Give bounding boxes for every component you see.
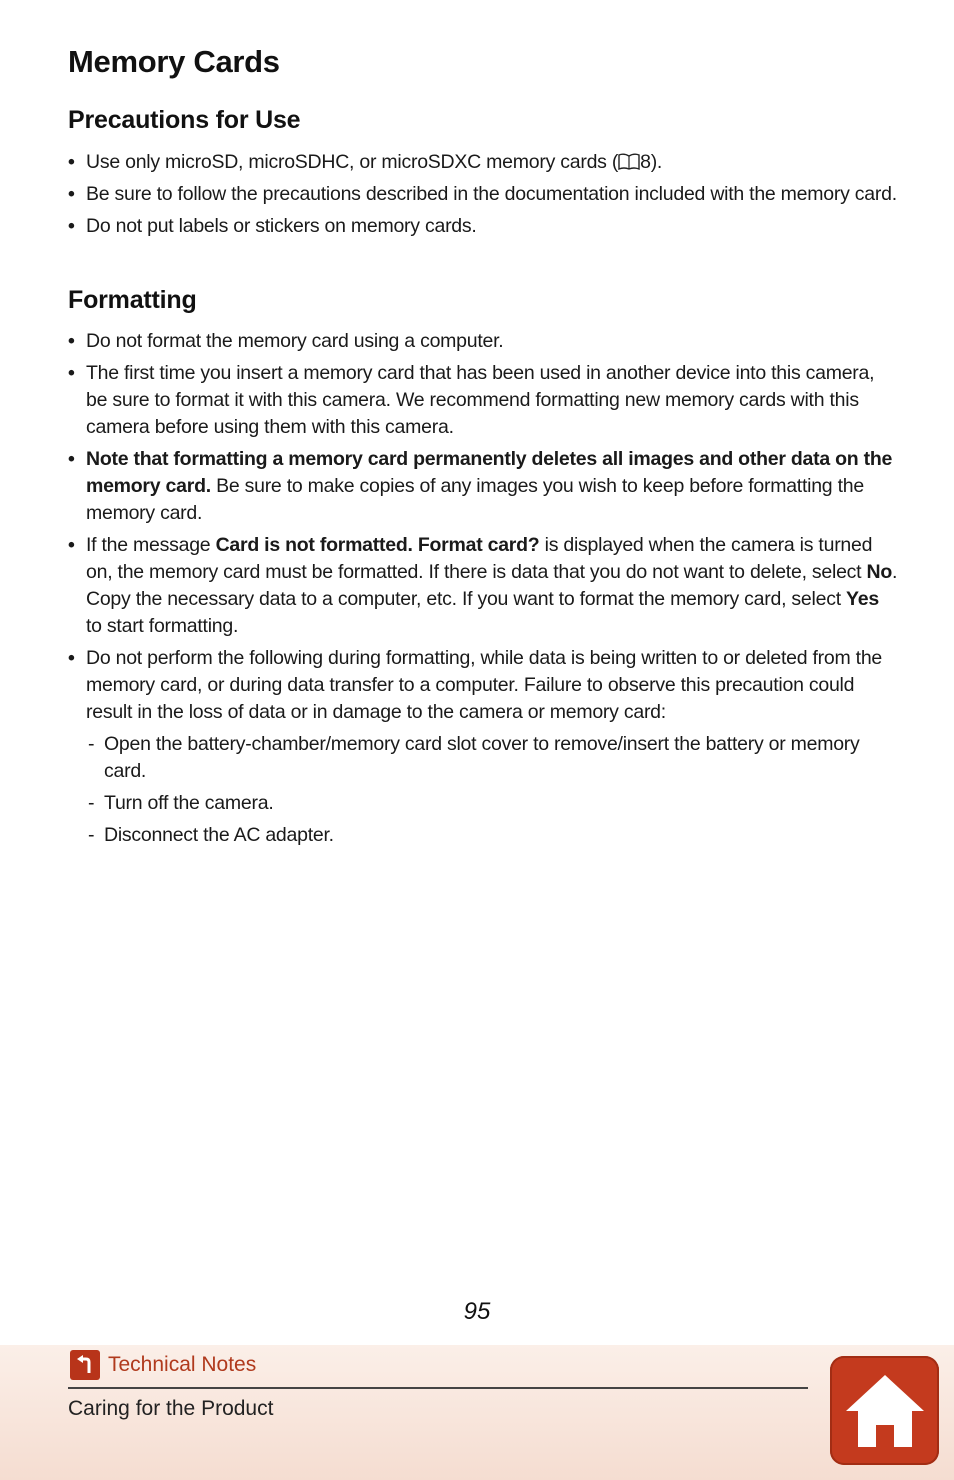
- breadcrumb-subsection: Caring for the Product: [68, 1397, 274, 1420]
- sublist-item: - Turn off the camera.: [86, 790, 898, 817]
- sublist-item: - Open the battery-chamber/memory card slot cover to remove/insert the battery or memory card.: [88, 733, 860, 782]
- bullet-icon: •: [68, 215, 75, 237]
- list-item: • Do not perform the following during formatting, while data is being written to or deleted from the memory card, or during data transfer to a computer. Failure to observe this precaution could result in the loss of data or in damage to the camera or memory card: - Open the battery-chamber/memory card slot cover to remove/insert the battery or memory card. - Turn off the camera. - Disconnect the AC adapter.: [68, 645, 898, 849]
- dash-marker: -: [88, 792, 95, 814]
- footer-divider: [68, 1387, 808, 1389]
- dash-marker: -: [88, 733, 95, 755]
- list-item: • The first time you insert a memory card that has been used in another device into this camera, be sure to format it with this camera. We recommend formatting new memory cards with this camera before using them with this camera.: [68, 362, 875, 438]
- precautions-heading: Precautions for Use: [68, 106, 301, 134]
- list-item: • Do not format the memory card using a computer.: [68, 328, 898, 355]
- list-item: • If the message Card is not formatted. Format card? is displayed when the camera is turned on, the memory card must be formatted. If there is data that you do not want to delete, select No. Copy the necessary data to a computer, etc. If you want to format the memory card, select Yes to start formatting.: [68, 534, 898, 637]
- home-button[interactable]: [830, 1356, 939, 1465]
- bullet-icon: •: [68, 362, 75, 384]
- footer: [0, 1345, 954, 1480]
- dash-marker: -: [88, 824, 95, 846]
- precautions-list: [68, 149, 898, 245]
- technical-notes-label[interactable]: Technical Notes: [108, 1353, 257, 1376]
- list-item: • Note that formatting a memory card permanently deletes all images and other data on the memory card. Be sure to make copies of any images you wish to keep before formatting the memory card.: [68, 448, 893, 524]
- back-arrow-icon[interactable]: [70, 1350, 100, 1380]
- formatting-list: [68, 328, 898, 854]
- list-item: • Do not put labels or stickers on memory cards.: [68, 213, 898, 240]
- formatting-heading: Formatting: [68, 286, 197, 314]
- bullet-icon: •: [68, 151, 75, 173]
- bullet-icon: •: [68, 183, 75, 205]
- home-icon[interactable]: [842, 1371, 928, 1451]
- bullet-icon: •: [68, 448, 75, 470]
- sublist-item: - Disconnect the AC adapter.: [86, 822, 898, 849]
- bullet-icon: •: [68, 330, 75, 352]
- book-reference-icon[interactable]: [618, 151, 640, 168]
- page-title: Memory Cards: [68, 44, 280, 79]
- page-reference-link[interactable]: 8: [640, 151, 651, 173]
- list-item: • Use only microSD, microSDHC, or microSDXC memory cards ( 8).: [68, 149, 898, 176]
- bullet-icon: •: [68, 534, 75, 556]
- page-number: 95: [463, 1298, 491, 1325]
- formatting-sublist: [86, 731, 898, 849]
- bullet-icon: •: [68, 647, 75, 669]
- list-item: • Be sure to follow the precautions described in the documentation included with the memory card.: [68, 181, 898, 208]
- technical-notes-link[interactable]: [70, 1349, 256, 1381]
